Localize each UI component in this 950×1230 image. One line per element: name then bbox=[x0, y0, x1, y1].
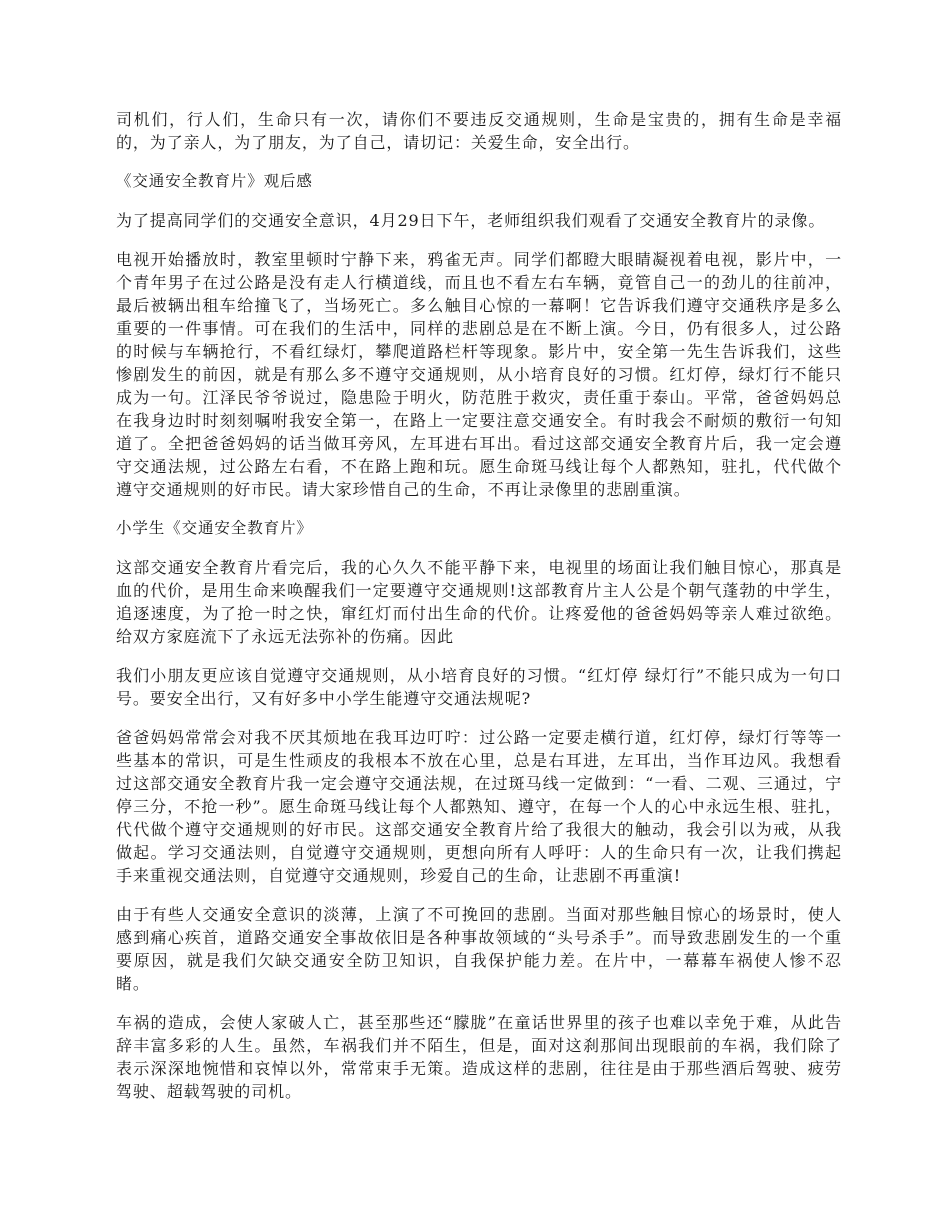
section-title-reflection: 《交通安全教育片》观后感 bbox=[116, 172, 313, 190]
paragraph-closing-appeal: 司机们，行人们，生命只有一次，请你们不要违反交通规则，生命是宝贵的，拥有生命是幸福的，为了亲人，为了朋友，为了自己，请切记：关爱生命，安全出行。 bbox=[116, 110, 842, 152]
document-body bbox=[116, 108, 842, 1119]
paragraph-after-watching: 这部交通安全教育片看完后，我的心久久不能平静下来，电视里的场面让我们触目惊心，那真是血的代价，是用生命来唤醒我们一定要遵守交通规则!这部教育片主人公是个朝气蓬勃的中学生，追逐速度，为了抢一时之快，窜红灯而付出生命的代价。让疼爱他的爸爸妈妈等亲人难过欲绝。给双方家庭流下了永远无法弥补的伤痛。因此 bbox=[116, 558, 842, 646]
paragraph-intro: 为了提高同学们的交通安全意识，4月29日下午，老师组织我们观看了交通安全教育片的录像。 bbox=[116, 211, 826, 230]
section-title-student: 小学生《交通安全教育片》 bbox=[116, 519, 313, 537]
paragraph-film-story: 电视开始播放时，教室里顿时宁静下来，鸦雀无声。同学们都瞪大眼睛凝视着电视，影片中，一个青年男子在过公路是没有走人行横道线，而且也不看左右车辆，竟管自己一的劲儿的往前冲，最后被辆出租车给撞飞了，当场死亡。多么触目心惊的一幕啊！它告诉我们遵守交通秩序是多么重要的一件事情。可在我们的生活中，同样的悲剧总是在不断上演。今日，仍有很多人，过公路的时候与车辆抢行，不看红绿灯，攀爬道路栏杆等现象。影片中，安全第一先生告诉我们，这些惨剧发生的前因，就是有那么多不遵守交通规则，从小培育良好的习惯。红灯停，绿灯行不能只成为一句。江泽民爷爷说过，隐患险于明火，防范胜于救灾，责任重于泰山。平常，爸爸妈妈总在我身边时时刻刻嘱咐我安全第一，在路上一定要注意交通安全。有时我会不耐烦的敷衍一句知道了。全把爸爸妈妈的话当做耳旁风，左耳进右耳出。看过这部交通安全教育片后，我一定会遵守交通法规，过公路左右看，不在路上跑和玩。愿生命斑马线让每个人都熟知，驻扎，代代做个遵守交通规则的好市民。请大家珍惜自己的生命，不再让录像里的悲剧重演。 bbox=[116, 250, 842, 499]
paragraph-accident-causes: 车祸的造成，会使人家破人亡，甚至那些还“朦胧”在童话世界里的孩子也难以幸免于难，从此告辞丰富多彩的人生。虽然，车祸我们并不陌生，但是，面对这刹那间出现眼前的车祸，我们除了表示深深地惋惜和哀悼以外，常常束手无策。造成这样的悲剧，往往是由于那些酒后驾驶、疲劳驾驶、超载驾驶的司机。 bbox=[116, 1013, 842, 1101]
paragraph-children-rules: 我们小朋友更应该自觉遵守交通规则，从小培育良好的习惯。“红灯停 绿灯行”不能只成为一句口号。要安全出行，又有好多中小学生能遵守交通法规呢? bbox=[116, 666, 842, 708]
paragraph-awareness: 由于有些人交通安全意识的淡薄，上演了不可挽回的悲剧。当面对那些触目惊心的场景时，使人感到痛心疾首，道路交通安全事故依旧是各种事故领域的“头号杀手”。而导致悲剧发生的一个重要原因，就是我们欠缺交通安全防卫知识，自我保护能力差。在片中，一幕幕车祸使人惨不忍睹。 bbox=[116, 905, 842, 993]
paragraph-parents-advice: 爸爸妈妈常常会对我不厌其烦地在我耳边叮咛：过公路一定要走横行道，红灯停，绿灯行等等一些基本的常识，可是生性顽皮的我根本不放在心里，总是右耳进，左耳出，当作耳边风。我想看过这部交通安全教育片我一定会遵守交通法规，在过斑马线一定做到：“一看、二观、三通过，宁停三分，不抢一秒”。愿生命斑马线让每个人都熟知、遵守，在每一个人的心中永远生根、驻扎，代代做个遵守交通规则的好市民。这部交通安全教育片给了我很大的触动，我会引以为戒，从我做起。学习交通法则，自觉遵守交通规则，更想向所有人呼吁：人的生命只有一次，让我们携起手来重视交通法则，自觉遵守交通规则，珍爱自己的生命，让悲剧不再重演! bbox=[116, 728, 842, 885]
